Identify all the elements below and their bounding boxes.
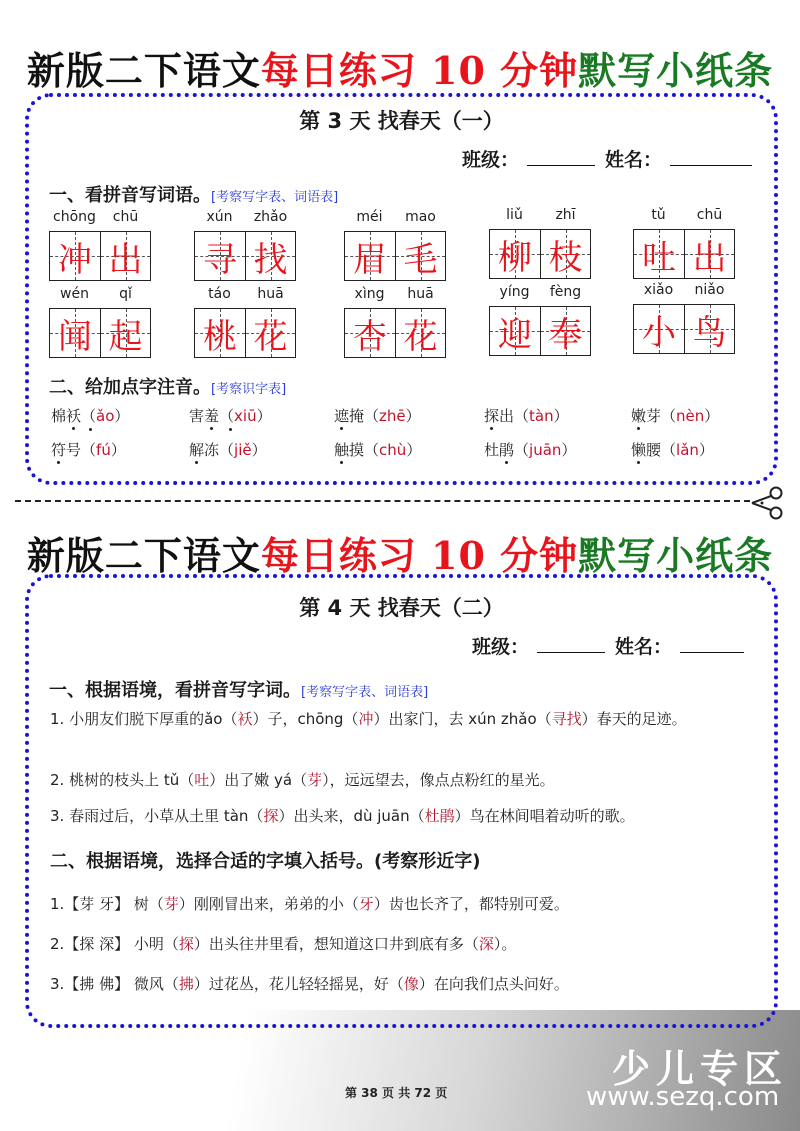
char: 冻 — [204, 441, 220, 459]
answer-char: 出 — [692, 237, 727, 278]
dotted-char: 羞 — [204, 407, 220, 425]
banner-title-red: 每日练习 10 分钟 — [260, 533, 579, 578]
answer-char: 杏 — [353, 316, 387, 357]
pinyin: zhī — [555, 207, 576, 223]
tianzige-cell[interactable] — [100, 232, 150, 280]
char: 芽 — [646, 407, 662, 425]
watermark-logo: 少儿专区 — [612, 1047, 789, 1091]
paren: （ — [514, 407, 530, 425]
worksheet-banner-top — [0, 40, 800, 95]
word-grid — [633, 207, 735, 279]
name-label: 姓名： — [604, 149, 662, 171]
text: 2.【探 深】 小明（ — [50, 935, 179, 953]
answer-char: 鸟 — [692, 312, 727, 353]
tianzige-cell[interactable] — [634, 230, 684, 278]
paren: （ — [661, 407, 677, 425]
paren: （ — [364, 407, 380, 425]
answer[interactable]: 深 — [478, 935, 494, 953]
paren: （ — [81, 407, 97, 425]
answer[interactable]: 牙 — [358, 895, 374, 913]
dotted-char: 鹃 — [499, 441, 515, 459]
answer-char: 寻 — [203, 239, 237, 280]
pinyin: wén — [60, 286, 89, 302]
answer-char: 冲 — [58, 239, 92, 280]
answer[interactable]: 探 — [178, 935, 194, 953]
day4-class-name-line — [472, 632, 744, 659]
pinyin: huā — [257, 286, 284, 302]
answer[interactable]: 寻找 — [551, 710, 582, 728]
zhuyin-item — [189, 405, 272, 426]
pinyin-answer[interactable]: chù — [379, 441, 407, 459]
word-grid — [489, 207, 591, 279]
section-tag: [考察写字表、词语表] — [301, 685, 429, 700]
pinyin-answer[interactable]: ǎo — [96, 407, 115, 425]
day3-title: 第 3 天 找春天（一） — [299, 109, 504, 133]
word-grid — [344, 286, 446, 358]
char: 号 — [66, 441, 82, 459]
pinyin: niǎo — [694, 282, 725, 298]
text: ）出了嫩 yá（ — [209, 771, 308, 789]
word-grid — [489, 284, 591, 356]
answer[interactable]: 杜鹃 — [424, 807, 455, 825]
dotted-char: 懒 — [631, 441, 647, 459]
pinyin-answer[interactable]: nèn — [676, 407, 705, 425]
pinyin-answer[interactable]: lǎn — [676, 441, 699, 459]
answer-char: 花 — [253, 316, 288, 357]
name-field[interactable] — [670, 165, 752, 166]
text: 1.【芽 牙】 树（ — [50, 895, 164, 913]
answer[interactable]: 吐 — [194, 771, 210, 789]
watermark-url: www.sezq.com — [586, 1082, 780, 1112]
text: ）春天的足迹。 — [581, 710, 687, 728]
tianzige-cell[interactable] — [100, 309, 150, 357]
answer-char: 找 — [253, 239, 288, 280]
tianzige-cell[interactable] — [245, 232, 295, 280]
cut-line-divider — [15, 500, 750, 502]
pinyin-answer[interactable]: jiě — [234, 441, 252, 459]
paren: ） — [251, 441, 267, 459]
tianzige-cell[interactable] — [540, 307, 590, 355]
text: 3.【拂 佛】 微风（ — [50, 975, 179, 993]
answer[interactable]: 像 — [403, 975, 419, 993]
class-label: 班级： — [461, 149, 519, 171]
similar-char-sentence-3 — [50, 969, 770, 999]
paren: ） — [704, 407, 720, 425]
class-field[interactable] — [537, 652, 605, 653]
zhuyin-item — [484, 405, 569, 426]
zhuyin-item — [484, 439, 576, 460]
class-field[interactable] — [527, 165, 595, 166]
pinyin: xiǎo — [643, 282, 674, 298]
tianzige-cell[interactable] — [345, 309, 395, 357]
char: 腰 — [646, 441, 662, 459]
day4-section1-title — [49, 676, 428, 702]
char: 杜 — [484, 441, 500, 459]
tianzige-cell[interactable] — [195, 309, 245, 357]
context-sentence-3 — [50, 801, 770, 831]
dotted-char: 解 — [189, 441, 205, 459]
zhuyin-item — [334, 439, 421, 460]
pinyin: táo — [208, 286, 231, 302]
text: ）刚刚冒出来，弟弟的小（ — [178, 895, 359, 913]
text: 2. 桃树的枝头上 tǔ（ — [50, 771, 195, 789]
text: 1. 小朋友们脱下厚重的ǎo（ — [50, 710, 238, 728]
char: 掩 — [349, 407, 365, 425]
section-tag: [考察写字表、词语表] — [211, 190, 339, 205]
pinyin: mao — [405, 209, 436, 225]
word-grid — [49, 209, 151, 281]
answer-char: 毛 — [403, 239, 438, 280]
zhuyin-item — [51, 405, 129, 426]
paren: ） — [553, 407, 569, 425]
answer[interactable]: 芽 — [307, 771, 323, 789]
paren: （ — [514, 441, 530, 459]
dotted-char: 袄 — [66, 407, 82, 425]
answer[interactable]: 袄 — [237, 710, 253, 728]
paren: ） — [561, 441, 577, 459]
answer-char: 眉 — [353, 239, 387, 280]
answer-char: 吐 — [642, 237, 676, 278]
section-title-text: 一、看拼音写词语。 — [49, 185, 211, 206]
pinyin: xún — [206, 209, 233, 225]
scissors-icon — [748, 486, 784, 520]
answer-char: 出 — [108, 239, 143, 280]
zhuyin-item — [189, 439, 267, 460]
day3-section2-title — [49, 373, 286, 399]
pinyin-answer[interactable]: fú — [96, 441, 111, 459]
tianzige-cell[interactable] — [684, 305, 734, 353]
text: ）在向我们点头问好。 — [418, 975, 569, 993]
answer-char: 柳 — [498, 237, 532, 278]
paren: ） — [110, 441, 126, 459]
tianzige-cell[interactable] — [345, 232, 395, 280]
similar-char-sentence-2 — [50, 929, 770, 959]
answer-char: 桃 — [203, 316, 237, 357]
answer-char: 花 — [403, 316, 438, 357]
pinyin: chū — [112, 209, 139, 225]
paren: （ — [364, 441, 380, 459]
paren: ） — [405, 407, 421, 425]
day3-section1-title — [49, 181, 338, 207]
text: ）齿也长齐了，都特别可爱。 — [373, 895, 569, 913]
banner-title-red: 每日练习 10 分钟 — [260, 48, 579, 93]
class-label: 班级： — [471, 636, 529, 658]
text: ），远远望去，像点点粉红的星光。 — [322, 771, 555, 789]
text: ）出头来，dù juān（ — [278, 807, 425, 825]
tianzige-cell[interactable] — [490, 307, 540, 355]
day3-card — [25, 93, 778, 485]
answer-char: 迎 — [498, 314, 532, 355]
zhuyin-item — [51, 439, 126, 460]
char: 出 — [499, 407, 515, 425]
pinyin: yíng — [499, 284, 530, 300]
pinyin: méi — [356, 209, 383, 225]
pinyin: liǔ — [506, 207, 523, 223]
dotted-char: 触 — [334, 441, 350, 459]
paren: （ — [219, 441, 235, 459]
pinyin: xìng — [354, 286, 385, 302]
answer-char: 奉 — [548, 314, 583, 355]
word-grid — [633, 282, 735, 354]
zhuyin-item — [631, 405, 719, 426]
banner-title-green: 默写小纸条 — [578, 48, 774, 93]
paren: ） — [406, 441, 422, 459]
pinyin-answer[interactable]: tàn — [529, 407, 554, 425]
section-tag: [考察识字表] — [211, 382, 287, 397]
pinyin: tǔ — [651, 207, 666, 223]
pinyin-answer[interactable]: zhē — [379, 407, 406, 425]
worksheet-banner-bottom — [0, 525, 800, 580]
tianzige-cell[interactable] — [490, 230, 540, 278]
tianzige-cell[interactable] — [50, 232, 100, 280]
char: 摸 — [349, 441, 365, 459]
tianzige-cell[interactable] — [634, 305, 684, 353]
tianzige-cell[interactable] — [50, 309, 100, 357]
pinyin: fèng — [549, 284, 582, 300]
tianzige-cell[interactable] — [195, 232, 245, 280]
context-sentence-1 — [50, 704, 775, 734]
answer[interactable]: 芽 — [163, 895, 179, 913]
text: ）过花丛，花儿轻轻摇晃，好（ — [193, 975, 404, 993]
dotted-char: 符 — [51, 441, 67, 459]
word-grid — [49, 286, 151, 358]
answer-char: 小 — [642, 312, 676, 353]
section-title-text: 一、根据语境，看拼音写字词。 — [49, 680, 301, 701]
paren: （ — [661, 441, 677, 459]
pinyin: zhǎo — [253, 209, 288, 225]
paren: ） — [698, 441, 714, 459]
pinyin: huā — [407, 286, 434, 302]
name-label: 姓名： — [614, 636, 672, 658]
zhuyin-item — [631, 439, 714, 460]
dotted-char: 遮 — [334, 407, 350, 425]
day4-section2-title: 二、根据语境，选择合适的字填入括号。(考察形近字) — [50, 851, 481, 872]
banner-title-black: 新版二下语文 — [26, 48, 261, 93]
paren: ） — [114, 407, 130, 425]
char: 害 — [189, 407, 205, 425]
word-grid — [194, 286, 296, 358]
pinyin: chōng — [53, 209, 96, 225]
answer-char: 起 — [108, 316, 143, 357]
similar-char-sentence-1 — [50, 889, 770, 919]
paren: ） — [256, 407, 272, 425]
pinyin: qǐ — [119, 286, 132, 302]
dotted-char: 探 — [484, 407, 500, 425]
pinyin: chū — [696, 207, 723, 223]
tianzige-cell[interactable] — [245, 309, 295, 357]
paren: （ — [219, 407, 235, 425]
day4-title: 第 4 天 找春天（二） — [299, 596, 504, 620]
text: ）。 — [493, 935, 517, 953]
tianzige-cell[interactable] — [684, 230, 734, 278]
pinyin-answer[interactable]: juān — [529, 441, 562, 459]
dotted-char: 嫩 — [631, 407, 647, 425]
tianzige-cell[interactable] — [540, 230, 590, 278]
tianzige-cell[interactable] — [395, 232, 445, 280]
name-field[interactable] — [680, 652, 744, 653]
zhuyin-item — [334, 405, 421, 426]
text: ）出头往井里看，想知道这口井到底有多（ — [193, 935, 479, 953]
context-sentence-2 — [50, 765, 770, 795]
text: ）出家门，去 xún zhǎo（ — [373, 710, 552, 728]
answer-char: 枝 — [548, 237, 583, 278]
banner-title-black: 新版二下语文 — [26, 533, 261, 578]
page-number: 第 38 页 共 72 页 — [345, 1086, 448, 1100]
answer[interactable]: 拂 — [178, 975, 194, 993]
answer-char: 闻 — [58, 316, 92, 357]
section-title-text: 二、给加点字注音。 — [49, 377, 211, 398]
tianzige-cell[interactable] — [395, 309, 445, 357]
day3-class-name-line — [462, 145, 752, 172]
word-grid — [194, 209, 296, 281]
paren: （ — [81, 441, 97, 459]
char: 棉 — [51, 407, 67, 425]
text: 3. 春雨过后，小草从土里 tàn（ — [50, 807, 264, 825]
pinyin-answer[interactable]: xiū — [234, 407, 257, 425]
word-grid — [344, 209, 446, 281]
text: ）子，chōng（ — [252, 710, 359, 728]
banner-title-green: 默写小纸条 — [578, 533, 774, 578]
text: ）鸟在林间唱着动听的歌。 — [454, 807, 635, 825]
answer[interactable]: 冲 — [358, 710, 374, 728]
answer[interactable]: 探 — [263, 807, 279, 825]
